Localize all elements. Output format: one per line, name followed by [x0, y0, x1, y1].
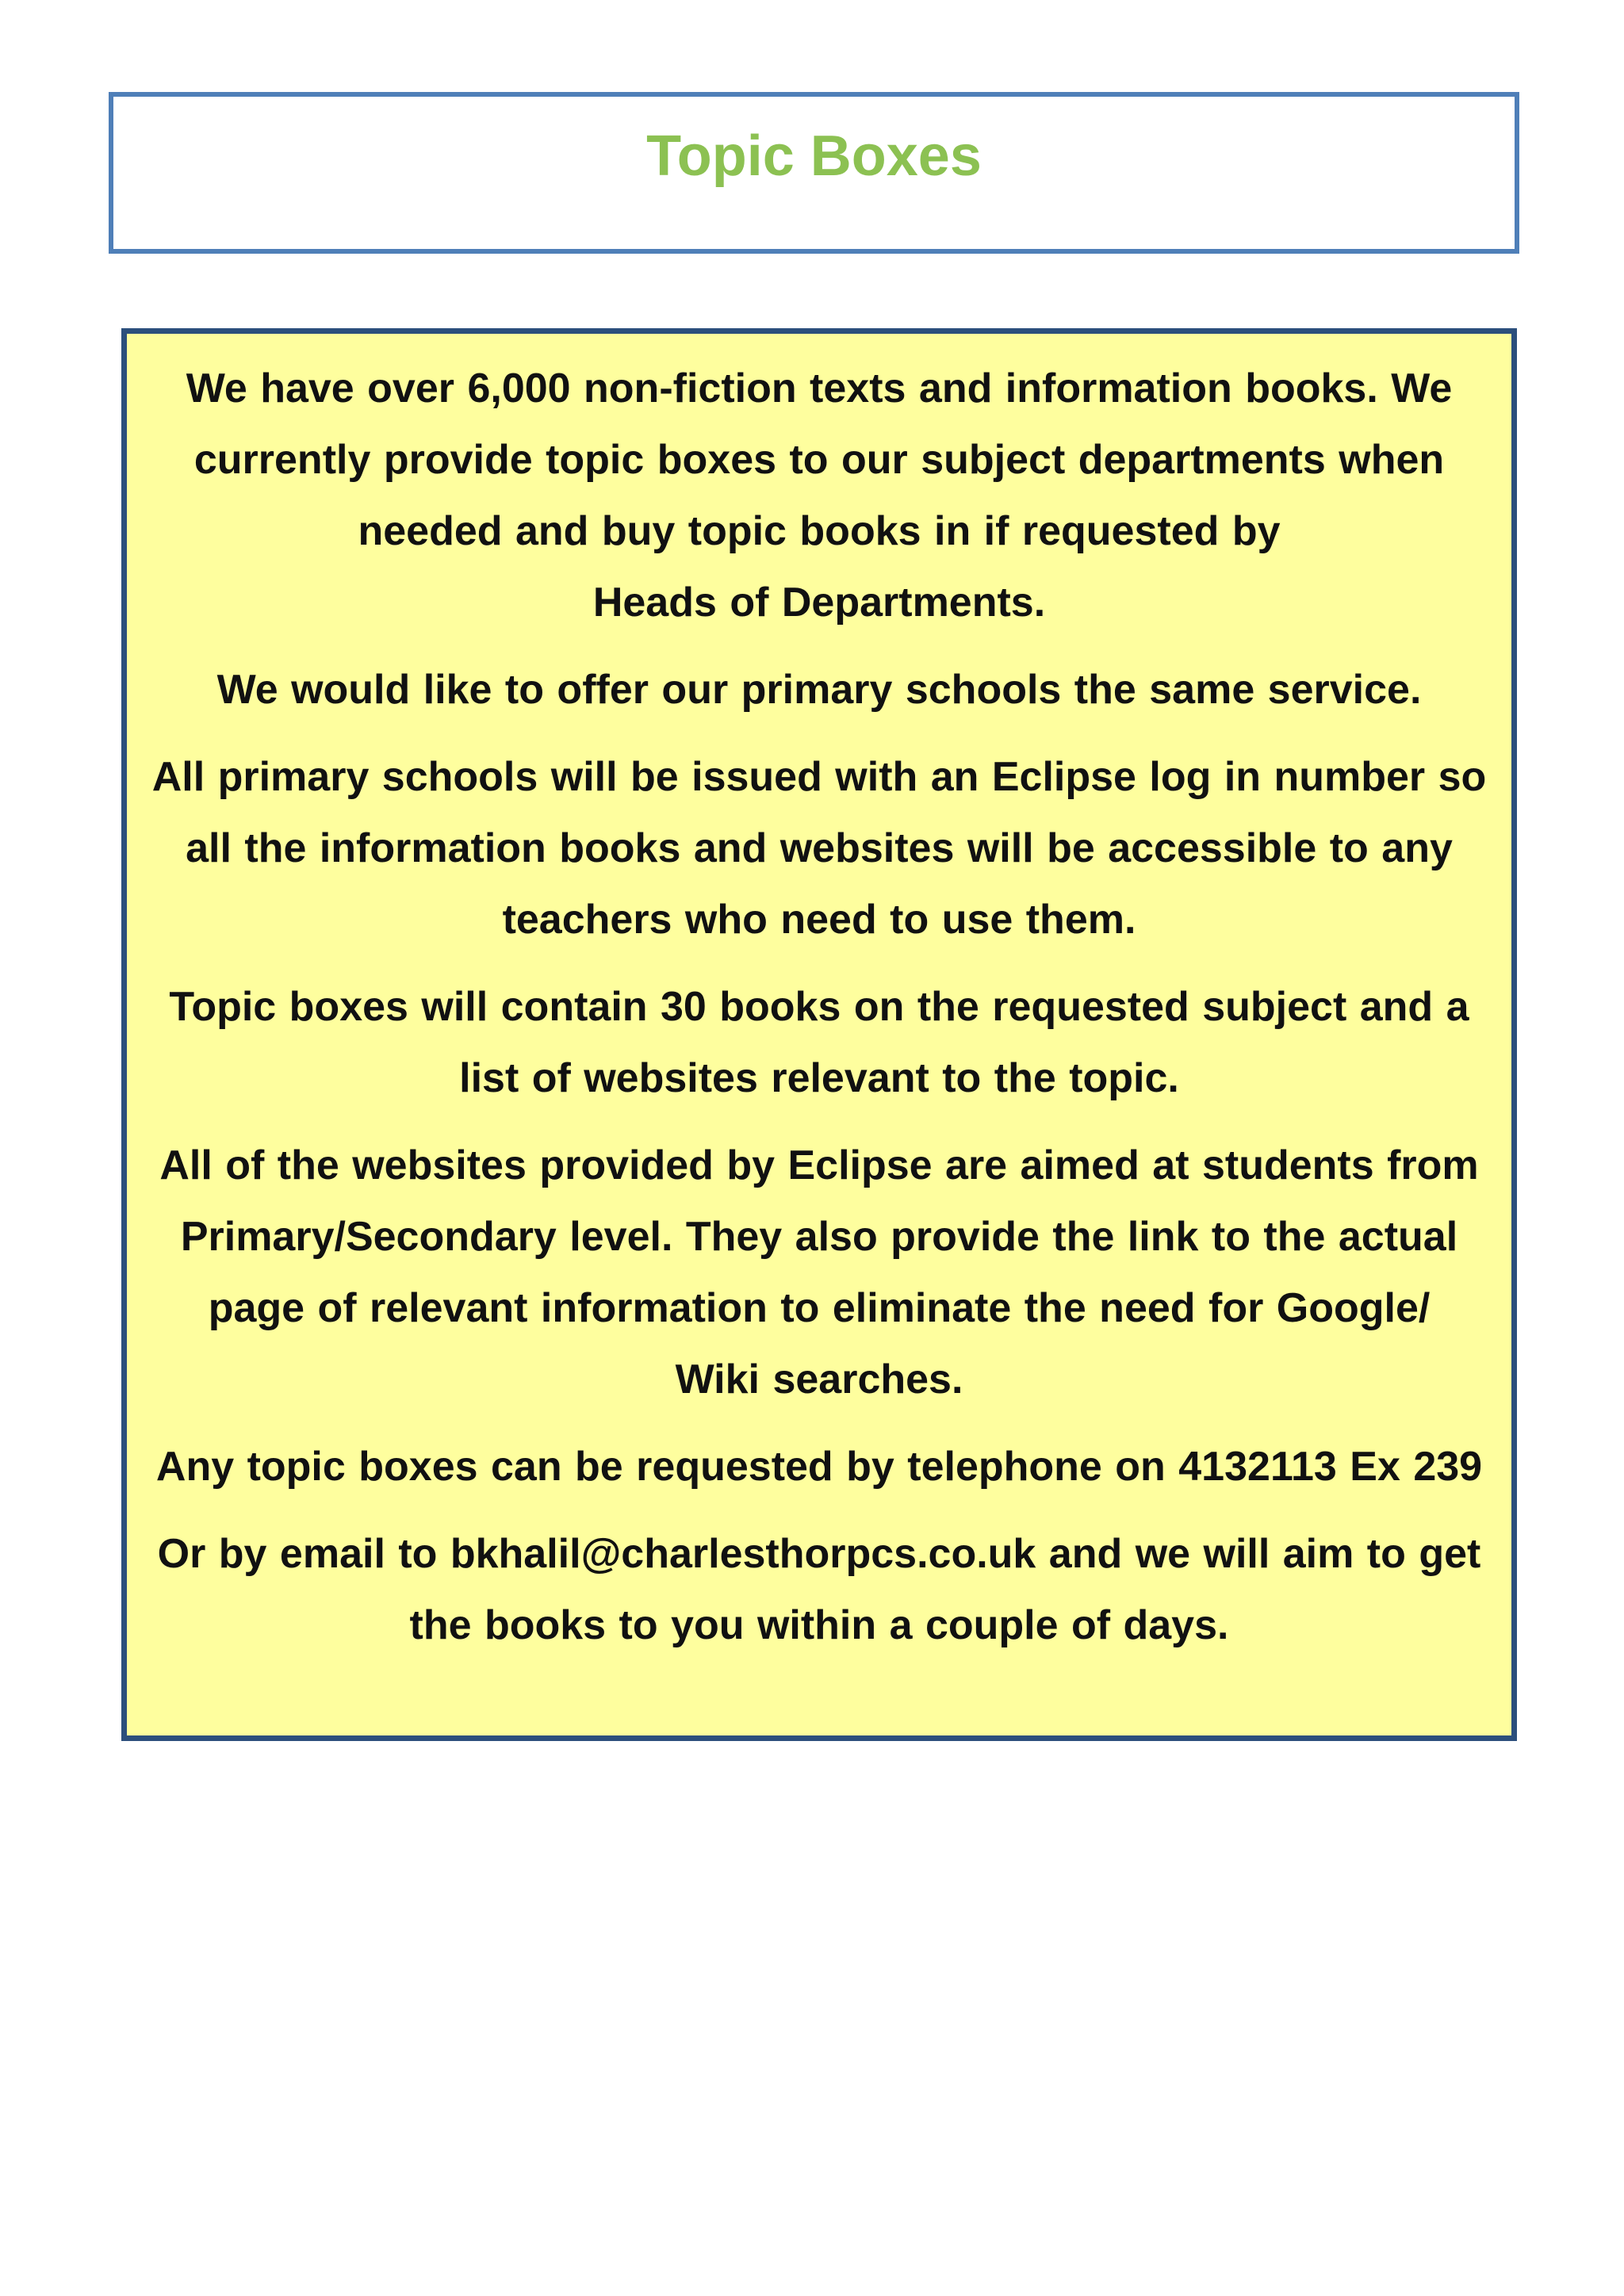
- paragraph-line: needed and buy topic books in if requested by: [358, 508, 1281, 554]
- paragraph-line: page of relevant information to eliminate the need for Google/: [208, 1285, 1431, 1331]
- paragraph-line: Any topic boxes can be requested by telephone on 4132113 Ex 239: [155, 1444, 1483, 1490]
- content-box: [121, 328, 1517, 1741]
- paragraph-line: teachers who need to use them.: [502, 897, 1136, 943]
- paragraph-service-offer: [136, 654, 1502, 725]
- paragraph-line: all the information books and websites will be accessible to any: [186, 825, 1453, 871]
- paragraph-line: Primary/Secondary level. They also provide the link to the actual: [180, 1214, 1458, 1260]
- paragraph-line: Heads of Departments.: [592, 580, 1046, 626]
- paragraph-line: Or by email to bkhalil@charlesthorpcs.co.uk and we will aim to get: [157, 1531, 1481, 1577]
- paragraph-collection: [136, 353, 1502, 638]
- paragraph-line: We would like to offer our primary schools the same service.: [216, 667, 1422, 713]
- paragraph-line: list of websites relevant to the topic.: [459, 1055, 1179, 1101]
- paragraph-email: [136, 1518, 1502, 1661]
- paragraph-box-contents: [136, 971, 1502, 1114]
- paragraph-line: currently provide topic boxes to our subject departments when: [193, 437, 1445, 483]
- paragraph-line: Wiki searches.: [675, 1357, 963, 1402]
- paragraph-line: the books to you within a couple of days.: [409, 1602, 1229, 1648]
- paragraph-line: Topic boxes will contain 30 books on the requested subject and a: [169, 984, 1469, 1030]
- paragraph-telephone: [136, 1431, 1502, 1502]
- paragraph-line: We have over 6,000 non-fiction texts and information books. We: [186, 365, 1453, 411]
- paragraph-line: All primary schools will be issued with an Eclipse log in number so: [151, 754, 1487, 800]
- paragraph-eclipse-login: [136, 741, 1502, 955]
- paragraph-websites: [136, 1130, 1502, 1415]
- page-title: Topic Boxes: [646, 124, 982, 188]
- title-box: [109, 92, 1519, 254]
- paragraph-line: All of the websites provided by Eclipse are aimed at students from: [159, 1142, 1479, 1188]
